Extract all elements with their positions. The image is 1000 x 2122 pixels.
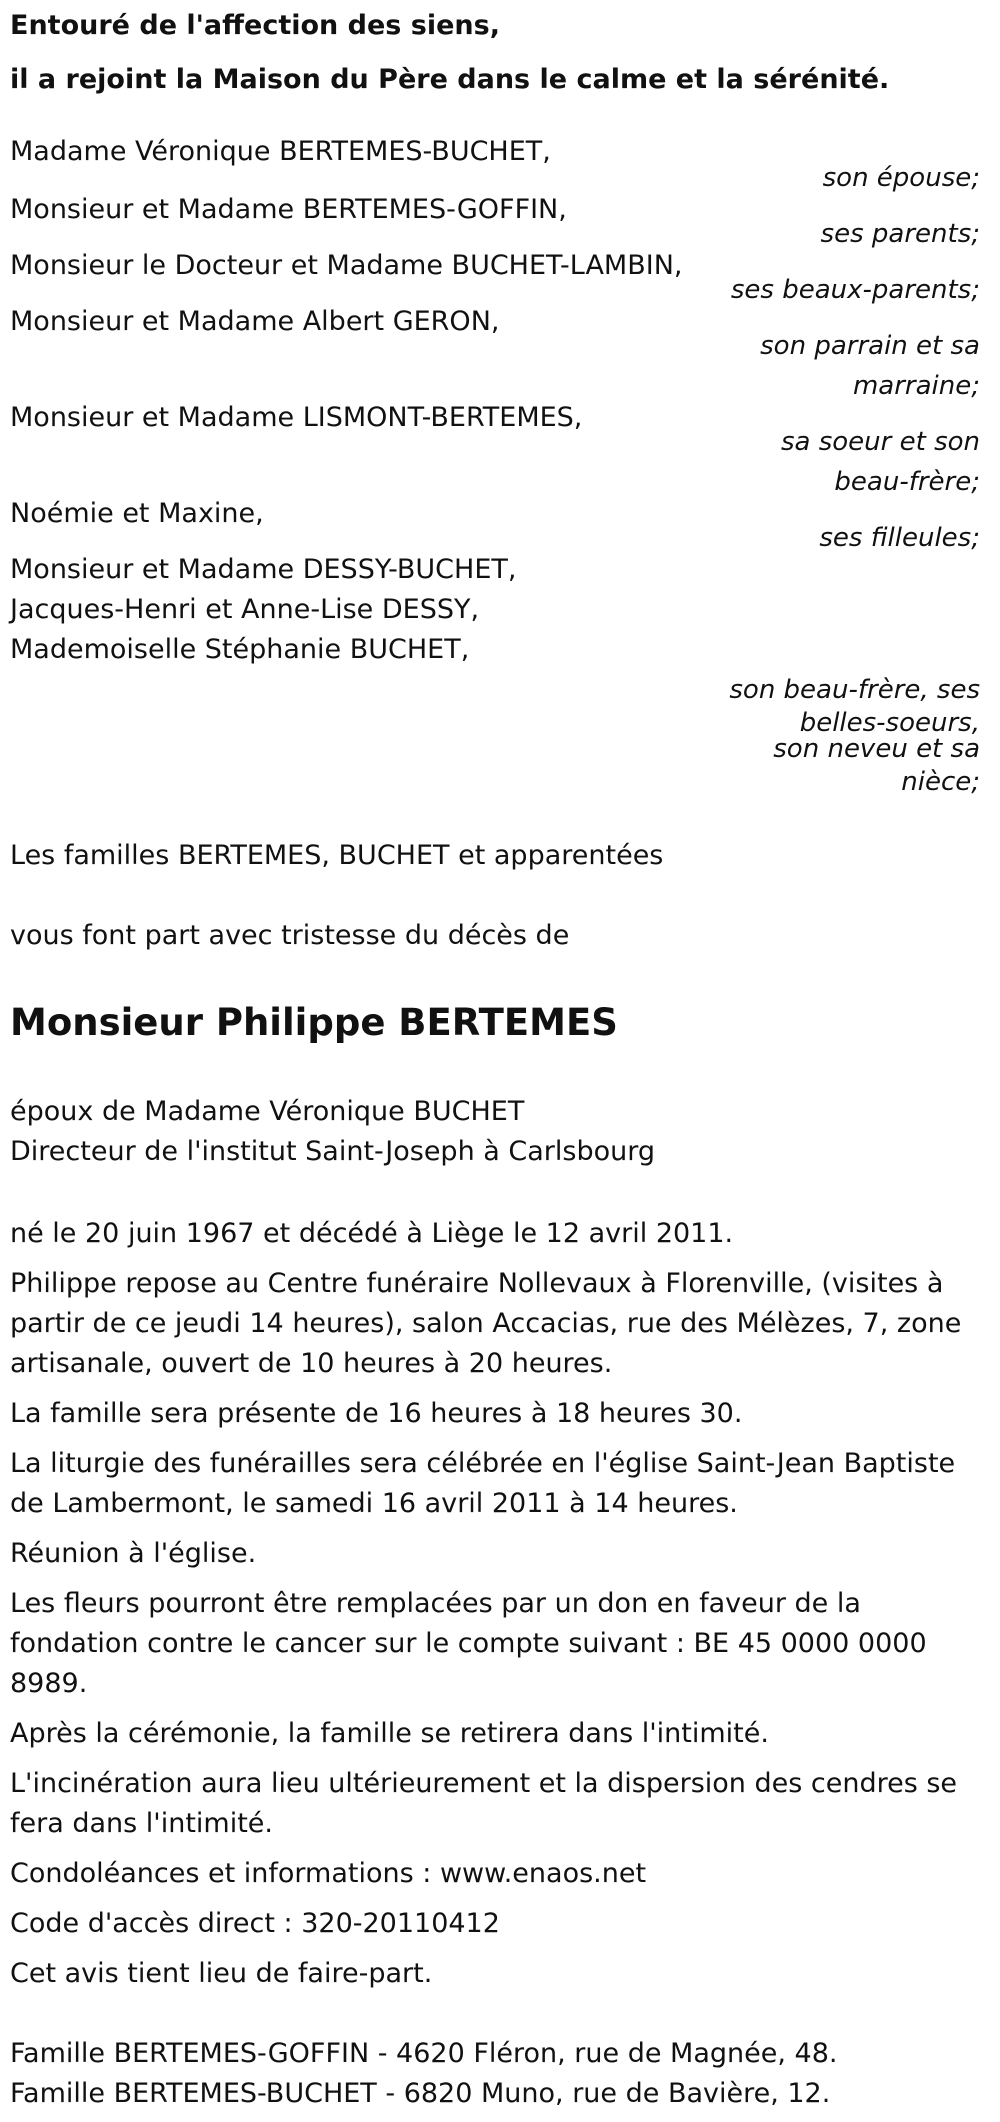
family-name: Mademoiselle Stéphanie BUCHET, <box>10 634 470 665</box>
deceased-details <box>10 1092 990 1172</box>
website-line: Condoléances et informations : www.enaos.net <box>10 1858 647 1889</box>
relation-line: ses parents; <box>820 219 980 249</box>
relation-line: son épouse; <box>822 163 980 193</box>
paragraph: Philippe repose au Centre funéraire Nollevaux à Florenville, (visites à partir de ce jeudi 14 heures), salon Accacias, rue des Mélèzes, 7, zone artisanale, ouvert de 10 heures à 20 heures. <box>10 1268 962 1379</box>
family-entry <box>10 132 990 198</box>
access-code-line: Code d'accès direct : 320-20110412 <box>10 1908 500 1939</box>
address-line: Famille BERTEMES-GOFFIN - 4620 Fléron, rue de Magnée, 48. <box>10 2038 838 2069</box>
addresses <box>10 2034 990 2114</box>
relation-line: nièce; <box>901 767 980 797</box>
address-line: Famille BERTEMES-BUCHET - 6820 Muno, rue de Bavière, 12. <box>10 2078 831 2109</box>
intro-line-1: Entouré de l'affection des siens, <box>10 10 500 41</box>
family-names <box>10 132 770 172</box>
family-name: Monsieur le Docteur et Madame BUCHET-LAMBIN, <box>10 250 683 281</box>
family-entry <box>10 550 990 802</box>
family-entry <box>10 246 990 310</box>
relation-line: sa soeur et son <box>780 427 980 457</box>
family-names <box>10 302 770 342</box>
family-relation <box>720 270 990 310</box>
spouse-line: époux de Madame Véronique BUCHET <box>10 1096 525 1127</box>
paragraph: Cet avis tient lieu de faire-part. <box>10 1958 433 1989</box>
family-entry <box>10 398 990 502</box>
family-relation <box>750 422 990 502</box>
family-name: Monsieur et Madame LISMONT-BERTEMES, <box>10 402 583 433</box>
family-name: Jacques-Henri et Anne-Lise DESSY, <box>10 594 480 625</box>
paragraph: La liturgie des funérailles sera célébrée en l'église Saint-Jean Baptiste de Lambermont, le samedi 16 avril 2011 à 14 heures. <box>10 1448 956 1519</box>
relation-line: ses beaux-parents; <box>730 275 980 305</box>
paragraph: Après la cérémonie, la famille se retirera dans l'intimité. <box>10 1718 769 1749</box>
family-name: Monsieur et Madame BERTEMES-GOFFIN, <box>10 194 567 225</box>
family-relation <box>720 670 990 802</box>
paragraph: Réunion à l'église. <box>10 1538 257 1569</box>
relation-line: marraine; <box>852 371 980 401</box>
announcement: vous font part avec tristesse du décès de <box>10 920 570 951</box>
paragraph: La famille sera présente de 16 heures à 18 heures 30. <box>10 1398 743 1429</box>
family-names <box>10 190 770 230</box>
family-entry <box>10 190 990 254</box>
family-names <box>10 398 770 438</box>
birth-death-line: né le 20 juin 1967 et décédé à Liège le 12 avril 2011. <box>10 1218 734 1249</box>
paragraph: Les fleurs pourront être remplacées par un don en faveur de la fondation contre le cancer sur le compte suivant : BE 45 0000 0000 8989. <box>10 1588 927 1699</box>
family-names <box>10 494 770 534</box>
family-names <box>10 550 770 670</box>
relation-line: belles-soeurs, <box>799 708 980 738</box>
relation-line: ses filleules; <box>819 523 980 553</box>
occupation-line: Directeur de l'institut Saint-Joseph à Carlsbourg <box>10 1136 655 1167</box>
relation-line: beau-frère; <box>834 467 980 497</box>
family-names <box>10 246 770 286</box>
family-list <box>10 132 990 802</box>
relation-line: son beau-frère, ses <box>729 675 980 705</box>
families-line: Les familles BERTEMES, BUCHET et apparentées <box>10 840 664 871</box>
relation-line: son parrain et sa <box>760 331 980 361</box>
family-name: Madame Véronique BERTEMES-BUCHET, <box>10 136 551 167</box>
intro-line-2: il a rejoint la Maison du Père dans le calme et la sérénité. <box>10 64 890 95</box>
family-name: Monsieur et Madame Albert GERON, <box>10 306 500 337</box>
intro <box>10 6 990 100</box>
family-relation <box>750 326 990 406</box>
paragraph: L'incinération aura lieu ultérieurement et la dispersion des cendres se fera dans l'intimité. <box>10 1768 958 1839</box>
arrangements <box>10 1264 990 1994</box>
family-entry <box>10 302 990 406</box>
obituary-notice <box>0 6 1000 2114</box>
family-name: Noémie et Maxine, <box>10 498 264 529</box>
family-entry <box>10 494 990 558</box>
relation-line: son neveu et sa <box>773 734 980 764</box>
deceased-name: Monsieur Philippe BERTEMES <box>10 1001 618 1044</box>
family-name: Monsieur et Madame DESSY-BUCHET, <box>10 554 517 585</box>
